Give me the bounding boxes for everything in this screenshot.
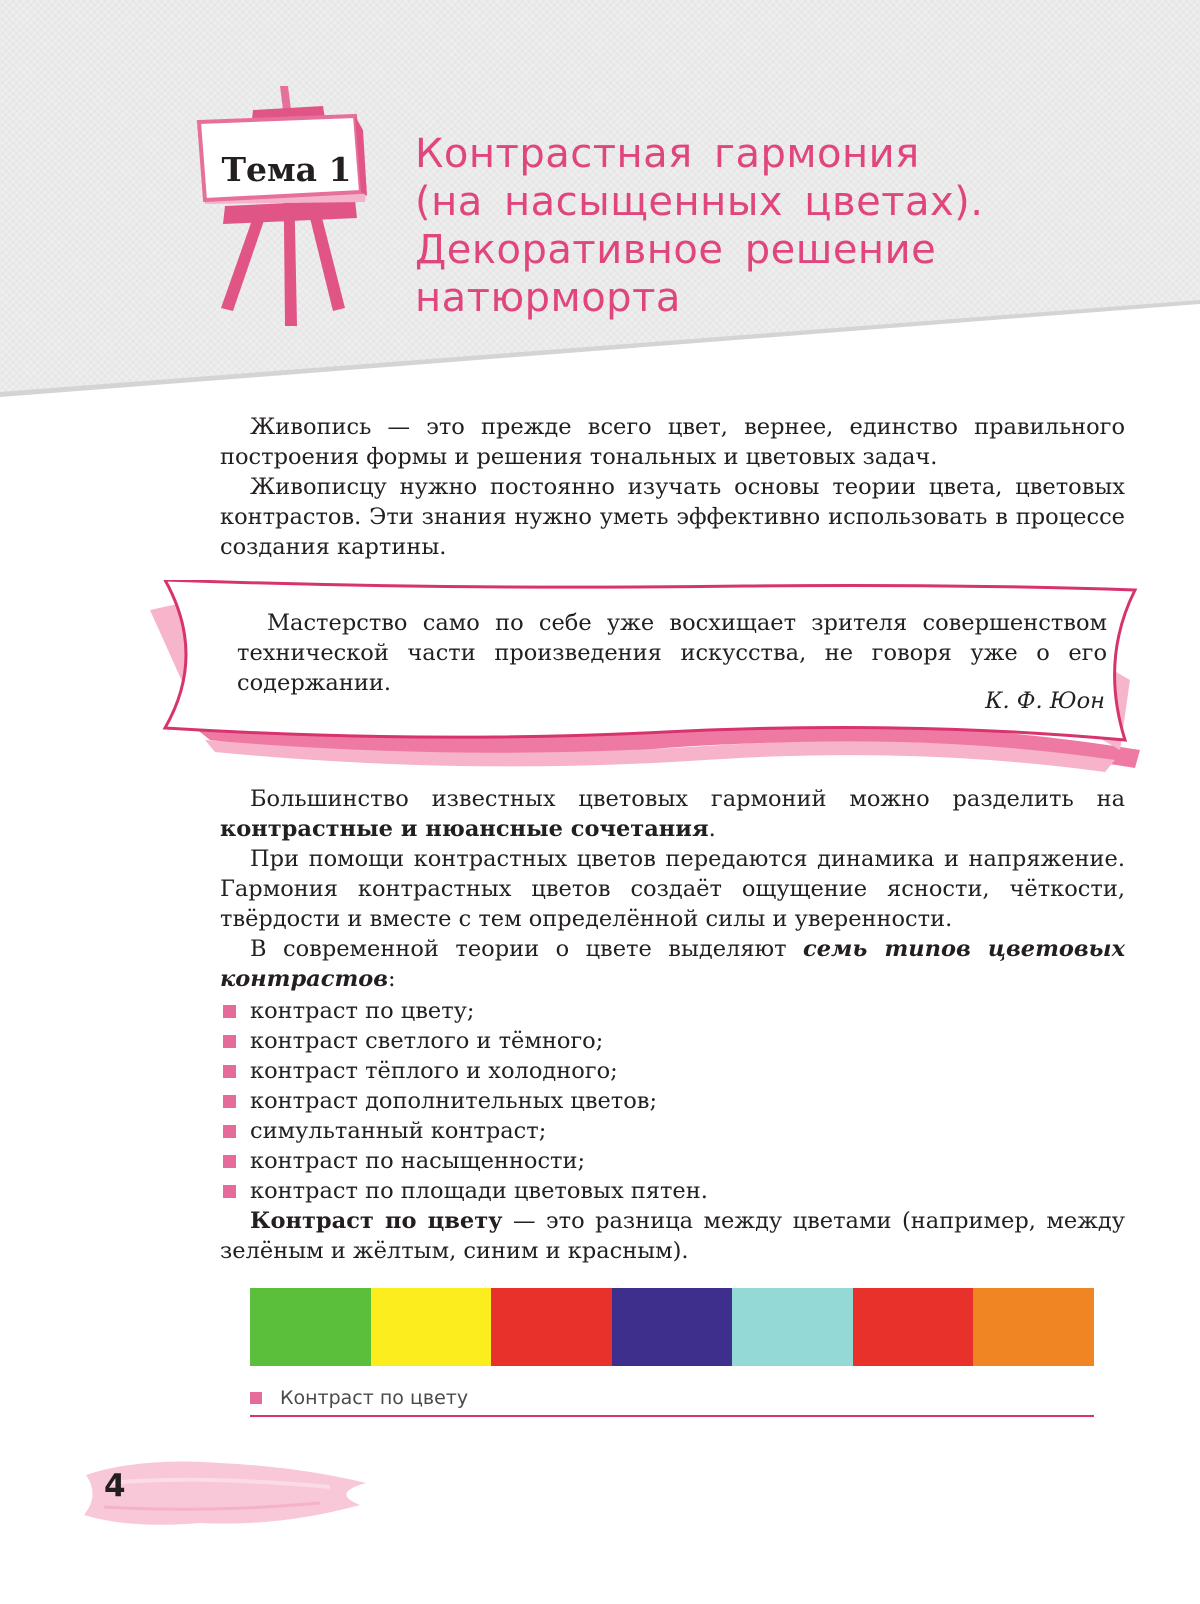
definition-text (220, 1206, 1125, 1266)
list-item (220, 1116, 1125, 1146)
bullet-square-icon (223, 1185, 236, 1198)
list-item (220, 1086, 1125, 1116)
harmony-text (220, 784, 1125, 994)
bullet-square-icon (223, 1065, 236, 1078)
quote-author: К. Ф. Юон (985, 688, 1105, 714)
list-item (220, 1026, 1125, 1056)
list-item (220, 1146, 1125, 1176)
intro-paragraph: Живописцу нужно постоянно изучать основы теории цвета, цветовых контрастов. Эти знания нужно уметь эффективно использовать в процессе создания картины. (220, 474, 1125, 560)
text-run: — это разница между цветами (например, между зелёным и жёлтым, синим и красным). (220, 1208, 1125, 1264)
harmony-paragraph (220, 784, 1125, 844)
list-item (220, 996, 1125, 1026)
color-swatch-strip (250, 1288, 1094, 1366)
text-run: . (708, 816, 716, 842)
list-item-text: контраст тёплого и холодного; (250, 1058, 618, 1084)
bullet-square-icon (250, 1392, 262, 1404)
color-swatch (973, 1288, 1094, 1366)
list-item-text: контраст дополнительных цветов; (250, 1088, 658, 1114)
bold-term: контрастные и нюансные сочетания (220, 816, 709, 842)
color-swatch (612, 1288, 733, 1366)
color-swatch (732, 1288, 853, 1366)
caption-text: Контраст по цвету (280, 1387, 469, 1409)
list-item (220, 1176, 1125, 1206)
page-title (415, 130, 1155, 322)
bullet-square-icon (223, 1005, 236, 1018)
easel-icon (195, 86, 380, 336)
quote-text: Мастерство само по себе уже восхищает зрителя совершенством технической части произведения искусства, не говоря уже о его содержании. (237, 610, 1107, 696)
list-item-text: контраст по насыщенности; (250, 1148, 586, 1174)
color-swatch (250, 1288, 371, 1366)
theme-label: Тема 1 (221, 150, 352, 189)
list-item (220, 1056, 1125, 1086)
bullet-square-icon (223, 1125, 236, 1138)
figure-caption (250, 1387, 468, 1409)
caption-divider (250, 1415, 1094, 1417)
harmony-paragraph (220, 934, 1125, 994)
page-number: 4 (104, 1468, 126, 1504)
title-line: Декоративное решение (415, 227, 937, 273)
text-run: : (388, 966, 396, 992)
harmony-paragraph: При помощи контрастных цветов передаются динамика и напряжение. Гармония контрастных цветов создаёт ощущение ясности, чёткости, твёрдости и вместе с тем определённой силы и уверенности. (220, 846, 1125, 932)
text-run: Большинство известных цветовых гармоний можно разделить на (250, 786, 1125, 812)
list-item-text: контраст светлого и тёмного; (250, 1028, 604, 1054)
list-item-text: контраст по цвету; (250, 998, 475, 1024)
intro-paragraph: Живопись — это прежде всего цвет, вернее, единство правильного построения формы и решения тональных и цветовых задач. (220, 414, 1125, 470)
contrast-types-list (220, 996, 1125, 1206)
color-swatch (371, 1288, 492, 1366)
bullet-square-icon (223, 1095, 236, 1108)
bullet-square-icon (223, 1155, 236, 1168)
list-item-text: контраст по площади цветовых пятен. (250, 1178, 708, 1204)
list-item-text: симультанный контраст; (250, 1118, 547, 1144)
title-line: (на насыщенных цветах). (415, 179, 984, 225)
title-line: Контрастная гармония (415, 131, 920, 177)
bold-italic-term: семь типов цветовых контрастов (220, 936, 1125, 992)
text-run: В современной теории о цвете выделяют (250, 936, 804, 962)
color-swatch (491, 1288, 612, 1366)
bullet-square-icon (223, 1035, 236, 1048)
title-line: натюрморта (415, 275, 681, 321)
intro-text (220, 412, 1125, 562)
definition-term: Контраст по цвету (250, 1208, 503, 1234)
definition-paragraph (220, 1206, 1125, 1266)
color-swatch (853, 1288, 974, 1366)
